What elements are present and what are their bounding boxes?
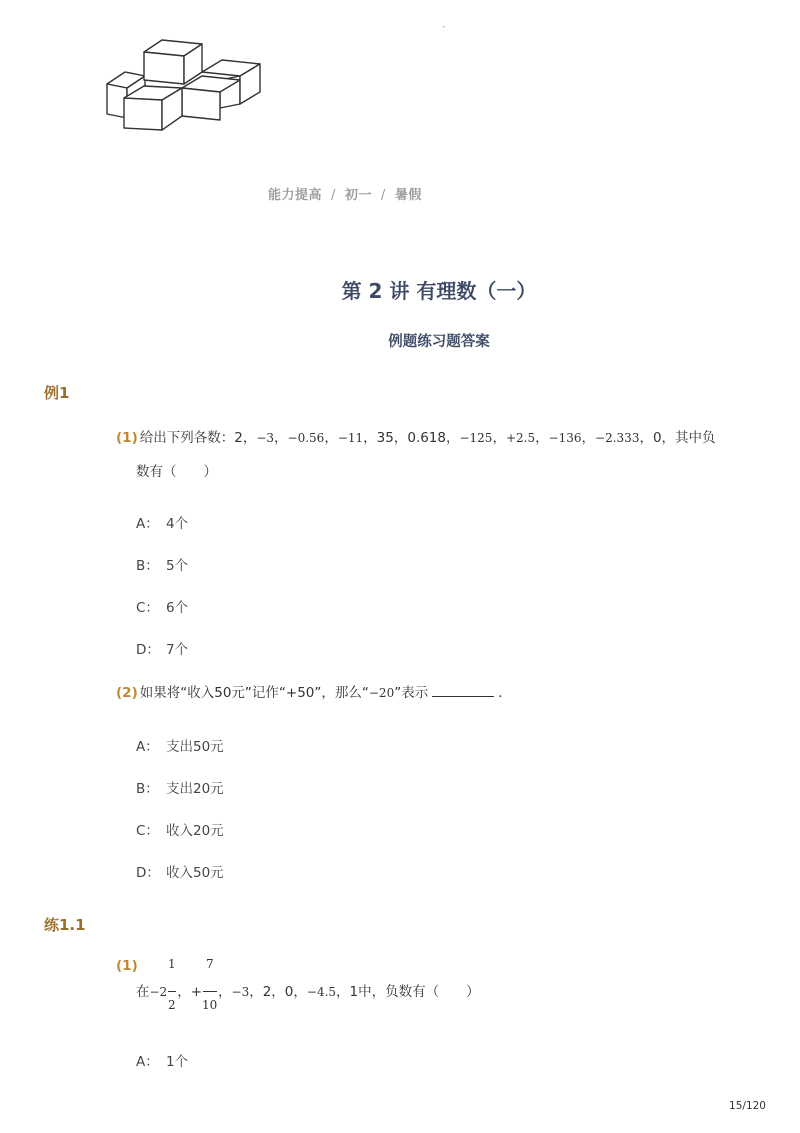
- option-letter: A：: [136, 1054, 159, 1070]
- option-text: 1个: [166, 1054, 189, 1070]
- question-text: [140, 430, 716, 446]
- option-letter: D：: [136, 642, 160, 658]
- math-value: −3: [231, 985, 250, 999]
- breadcrumb-item: 初一: [344, 188, 372, 203]
- question-text: ”表示: [394, 685, 429, 701]
- math-value: −136: [548, 431, 582, 445]
- question-text-run: ，0，其中负: [639, 430, 716, 446]
- option-b: [136, 777, 224, 797]
- fraction-numerator: 1: [168, 957, 176, 971]
- cubes-logo: [104, 38, 264, 134]
- breadcrumb-separator: /: [331, 188, 336, 203]
- option-text: 4个: [166, 516, 189, 532]
- page-number: 15/120: [729, 1100, 766, 1112]
- option-letter: C：: [136, 600, 159, 616]
- math-value: −4.5: [306, 985, 337, 999]
- math-value: −2: [149, 985, 168, 999]
- question-number: (2): [116, 685, 138, 701]
- math-value: −11: [337, 431, 364, 445]
- option-text: 6个: [166, 600, 189, 616]
- question-2: [116, 681, 512, 701]
- question-text-run: ，: [274, 430, 288, 446]
- breadcrumb-separator: /: [380, 188, 386, 203]
- question-1-line2: 数有（ ）: [136, 464, 217, 480]
- option-text: 收入20元: [166, 823, 224, 839]
- math-value: −125: [459, 431, 493, 445]
- question-text-run: ，: [581, 430, 596, 446]
- option-text: 支出50元: [166, 739, 224, 755]
- math-value: −0.56: [287, 431, 325, 445]
- math-value: −20: [368, 686, 395, 700]
- option-text: 5个: [166, 558, 189, 574]
- header-mark: -: [442, 22, 446, 32]
- question-text-run: ，: [492, 430, 506, 446]
- option-text: 支出20元: [166, 781, 224, 797]
- question-text: [218, 984, 480, 1000]
- option-letter: B：: [136, 558, 159, 574]
- question-end: ．: [498, 685, 512, 701]
- answer-blank: [432, 686, 494, 697]
- section-heading-practice: 练1.1: [44, 916, 86, 934]
- option-a: [136, 1050, 188, 1070]
- fraction-denominator: 10: [202, 998, 218, 1012]
- breadcrumb: [268, 184, 422, 203]
- section-heading-example1: 例1: [44, 384, 70, 402]
- question-number: (1): [116, 430, 138, 446]
- math-value: +2.5: [505, 431, 536, 445]
- question-text: ，+: [177, 984, 203, 1000]
- option-a: [136, 735, 224, 755]
- option-letter: C：: [136, 823, 159, 839]
- fraction-bar: [203, 991, 217, 992]
- question-text-run: ，2，0，: [249, 984, 307, 1000]
- option-b: [136, 554, 188, 574]
- option-letter: A：: [136, 739, 159, 755]
- option-d: [136, 638, 188, 658]
- option-d: [136, 861, 224, 881]
- question-text-run: ，: [218, 984, 232, 1000]
- option-c: [136, 819, 224, 839]
- fraction-numerator: 7: [206, 957, 214, 971]
- breadcrumb-item: 暑假: [394, 188, 422, 203]
- option-letter: A：: [136, 516, 159, 532]
- option-a: [136, 512, 188, 532]
- question-text: 在: [136, 984, 150, 1000]
- breadcrumb-item: 能力提高: [268, 188, 323, 203]
- page-title: 第 2 讲 有理数（一）: [341, 279, 537, 303]
- option-c: [136, 596, 188, 616]
- fraction-bar: [168, 991, 176, 992]
- question-number: (1): [116, 958, 138, 974]
- fraction-denominator: 2: [168, 998, 176, 1012]
- option-letter: B：: [136, 781, 159, 797]
- question-text-run: 给出下列各数：2，: [139, 430, 257, 446]
- question-1-line1: [116, 426, 716, 446]
- practice-question-1: [136, 980, 480, 1000]
- question-text-run: ，: [324, 430, 338, 446]
- option-text: 收入50元: [166, 865, 224, 881]
- question-text-run: ，: [535, 430, 549, 446]
- page-subtitle: 例题练习题答案: [388, 334, 490, 350]
- question-text-run: ，1中，负数有（ ）: [336, 984, 480, 1000]
- question-text: 如果将“收入50元”记作“+50”，那么“: [139, 685, 369, 701]
- math-value: −3: [256, 431, 275, 445]
- option-text: 7个: [166, 642, 189, 658]
- question-text-run: ，35，0.618，: [363, 430, 460, 446]
- option-letter: D：: [136, 865, 160, 881]
- math-value: −2.333: [595, 431, 640, 445]
